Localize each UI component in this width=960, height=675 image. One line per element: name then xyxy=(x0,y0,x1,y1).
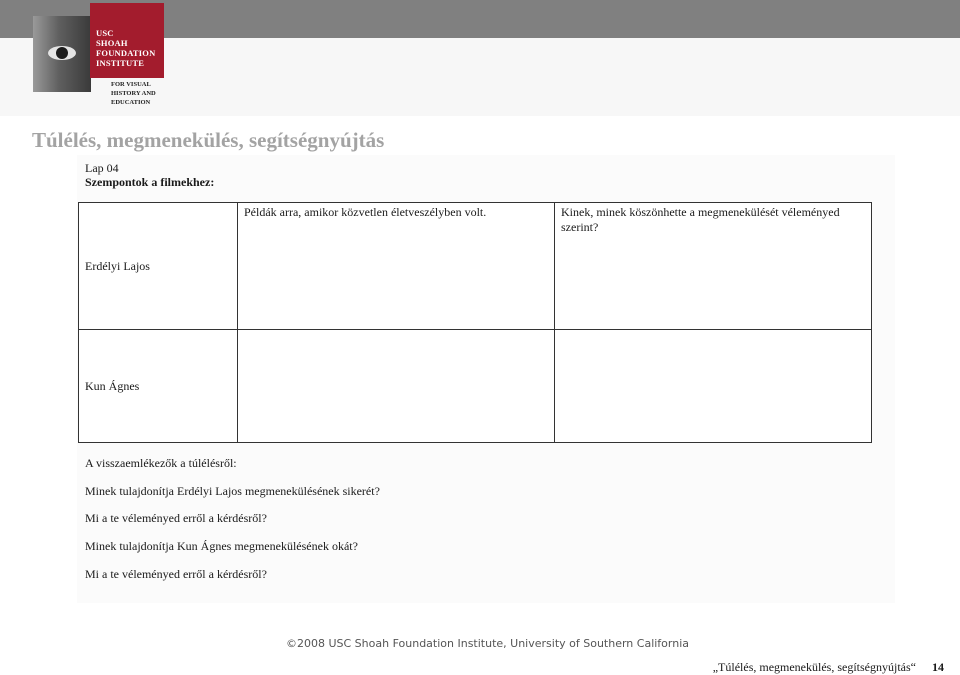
row-name: Kun Ágnes xyxy=(85,378,140,393)
question-item: Mi a te véleményed erről a kérdésről? xyxy=(85,511,267,525)
question-item: Minek tulajdonítja Kun Ágnes megmenekülésének okát? xyxy=(85,539,358,553)
examples-cell[interactable] xyxy=(238,203,555,330)
logo-tagline: FOR VISUAL HISTORY AND EDUCATION xyxy=(111,81,156,106)
page-number: 14 xyxy=(932,660,944,674)
row-name: Erdélyi Lajos xyxy=(85,258,150,273)
running-title: „Túlélés, megmenekülés, segítségnyújtás“ xyxy=(712,660,916,674)
table-row xyxy=(79,203,872,330)
copyright-notice: ©2008 USC Shoah Foundation Institute, University of Southern California xyxy=(285,637,690,650)
row-name-cell xyxy=(79,330,238,443)
question-item: Minek tulajdonítja Erdélyi Lajos megmenekülésének sikerét? xyxy=(85,484,380,498)
opinion-cell[interactable] xyxy=(555,203,872,330)
question-item: Mi a te véleményed erről a kérdésről? xyxy=(85,567,267,581)
opinion-cell[interactable] xyxy=(555,330,872,443)
eye-photo-logo xyxy=(33,16,91,92)
examples-cell[interactable] xyxy=(238,330,555,443)
iris-icon xyxy=(56,47,68,59)
table-row xyxy=(79,330,872,443)
questions-heading: A visszaemlékezők a túlélésről: xyxy=(85,456,237,470)
column-header-opinion: Kinek, minek köszönhette a megmenekülését véleményed szerint? xyxy=(561,205,840,234)
worksheet-table xyxy=(78,202,872,443)
sheet-label: Lap 04 xyxy=(85,161,119,175)
row-name-cell xyxy=(79,203,238,330)
criteria-label: Szempontok a filmekhez: xyxy=(85,175,215,189)
institute-logo xyxy=(90,3,164,78)
page-title: Túlélés, megmenekülés, segítségnyújtás xyxy=(32,128,385,152)
column-header-examples: Példák arra, amikor közvetlen életveszélyben volt. xyxy=(244,205,487,219)
logo-name-text: USC SHOAH FOUNDATION INSTITUTE xyxy=(96,28,156,68)
